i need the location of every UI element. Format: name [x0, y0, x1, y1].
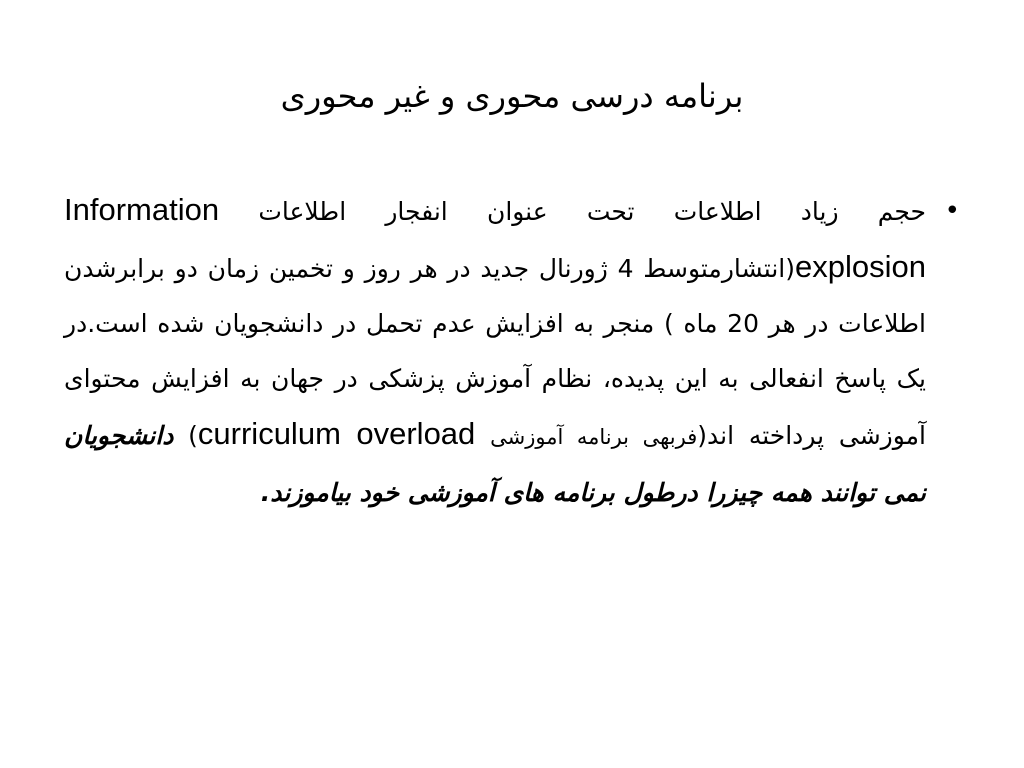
text-close-paren: ): [188, 421, 198, 450]
bullet-item: [64, 182, 960, 520]
text-explanation: (انتشارمتوسط 4 ژورنال جدید در هر روز و تخمین زمان دو برابرشدن اطلاعات در هر 20 ماه ) منجر به افزایش عدم تحمل در دانشجویان شده است.در یک پاسخ انفعالی به این پدیده، نظام آموزش پزشکی در جهان به افزایش محتوای آموزشی پرداخته اند(: [64, 254, 926, 450]
text-intro: حجم زیاد اطلاعات تحت عنوان انفجار اطلاعات: [258, 197, 927, 226]
term-curriculum-overload: curriculum overload: [197, 416, 476, 451]
slide-content: [64, 182, 960, 520]
text-emphasis: دانشجویان نمی توانند همه چیزرا درطول برنامه های آموزشی خود بیاموزند.: [64, 421, 926, 507]
bullet-paragraph: [64, 182, 926, 520]
slide-title: برنامه درسی محوری و غیر محوری: [280, 77, 744, 115]
term-information-explosion: Information explosion: [64, 192, 926, 284]
bullet-icon: •: [944, 196, 960, 226]
text-curriculum-fat: فربهی برنامه آموزشی: [490, 425, 698, 449]
